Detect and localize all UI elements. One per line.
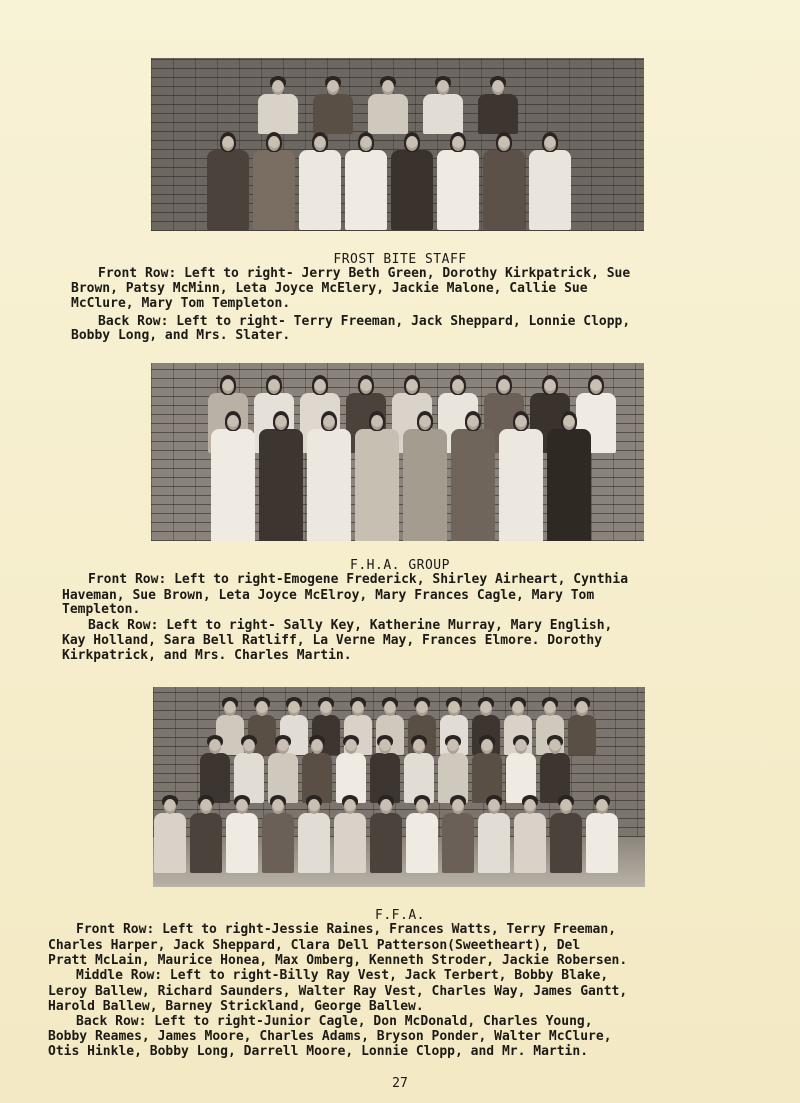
frost-bite-staff-photo xyxy=(151,58,644,231)
caption-line: Front Row: Left to right-Emogene Frederick, Shirley Airheart, Cynthia xyxy=(88,572,629,587)
caption-line: Leroy Ballew, Richard Saunders, Walter Ray Vest, Charles Way, James Gantt, xyxy=(48,984,628,999)
caption-line: Haveman, Sue Brown, Leta Joyce McElroy, Mary Frances Cagle, Mary Tom xyxy=(62,588,595,603)
caption-line: Otis Hinkle, Bobby Long, Darrell Moore, Lonnie Clopp, and Mr. Martin. xyxy=(48,1044,589,1059)
caption-line: Kirkpatrick, and Mrs. Charles Martin. xyxy=(62,648,352,663)
caption-line: Middle Row: Left to right-Billy Ray Vest, Jack Terbert, Bobby Blake, xyxy=(76,968,609,983)
caption-line: Front Row: Left to right- Jerry Beth Green, Dorothy Kirkpatrick, Sue xyxy=(98,266,631,281)
ffa-group-photo xyxy=(153,687,645,887)
caption-line: Templeton. xyxy=(62,602,141,617)
caption-line: Back Row: Left to right- Terry Freeman, Jack Sheppard, Lonnie Clopp, xyxy=(98,314,631,329)
caption-line: McClure, Mary Tom Templeton. xyxy=(71,296,291,311)
caption-line: Back Row: Left to right-Junior Cagle, Don McDonald, Charles Young, xyxy=(76,1014,593,1029)
caption-line: Front Row: Left to right-Jessie Raines, Frances Watts, Terry Freeman, xyxy=(76,922,617,937)
page-number: 27 xyxy=(392,1076,408,1091)
section-title-ffa: F.F.A. xyxy=(375,908,425,923)
section-title-fha-group: F.H.A. GROUP xyxy=(350,558,450,573)
caption-line: Pratt McLain, Maurice Honea, Max Omberg, Kenneth Stroder, Jackie Robersen. xyxy=(48,953,628,968)
caption-line: Bobby Reames, James Moore, Charles Adams, Bryson Ponder, Walter McClure, xyxy=(48,1029,612,1044)
caption-line: Harold Ballew, Barney Strickland, George Ballew. xyxy=(48,999,424,1014)
caption-line: Bobby Long, and Mrs. Slater. xyxy=(71,328,291,343)
caption-line: Kay Holland, Sara Bell Ratliff, La Verne May, Frances Elmore. Dorothy xyxy=(62,633,603,648)
caption-line: Back Row: Left to right- Sally Key, Katherine Murray, Mary English, xyxy=(88,618,613,633)
section-title-frost-bite-staff: FROST BITE STAFF xyxy=(333,252,467,267)
caption-line: Charles Harper, Jack Sheppard, Clara Dell Patterson(Sweetheart), Del xyxy=(48,938,581,953)
fha-group-photo xyxy=(151,363,644,541)
caption-line: Brown, Patsy McMinn, Leta Joyce McElery, Jackie Malone, Callie Sue xyxy=(71,281,588,296)
